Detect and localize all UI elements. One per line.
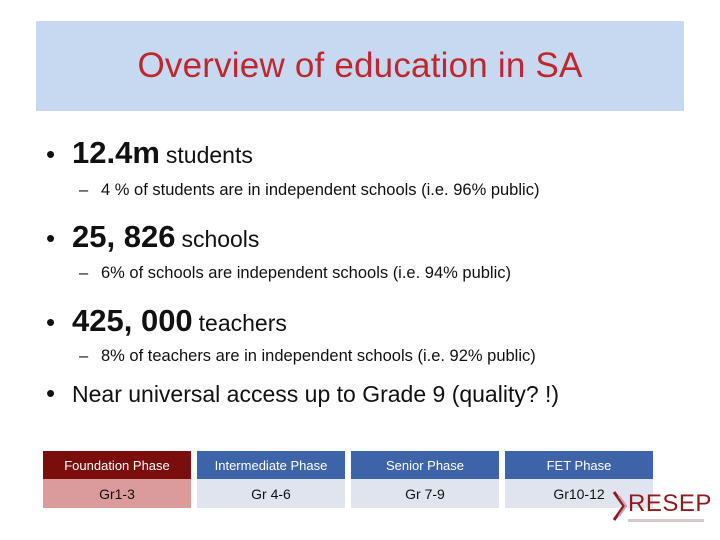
grade-cell-senior: Gr 7-9	[351, 479, 499, 508]
title-banner	[36, 21, 684, 111]
bullet-highlight: 425, 000	[72, 303, 193, 338]
bullet-teachers	[46, 303, 287, 339]
sub-bullet-students	[79, 181, 539, 200]
bullet-dot: •	[46, 139, 56, 169]
logo-underline	[628, 519, 704, 522]
bullet-text: schools	[181, 226, 260, 252]
sub-bullet-text: 4 % of students are in independent schools (i.e. 96% public)	[101, 181, 540, 199]
phase-header-row	[43, 451, 653, 479]
bullet-schools	[46, 219, 259, 255]
sub-bullet-teachers	[79, 347, 536, 366]
bullet-text: teachers	[198, 310, 287, 336]
bullet-highlight: 12.4m	[72, 135, 160, 170]
sub-bullet-text: 8% of teachers are in independent schools (i.e. 92% public)	[101, 347, 536, 365]
grade-cell-intermediate: Gr 4-6	[197, 479, 345, 508]
phase-table	[43, 451, 653, 508]
sub-bullet-text: 6% of schools are independent schools (i.e. 94% public)	[101, 264, 511, 282]
bullet-highlight: 25, 826	[72, 219, 176, 254]
slide-title: Overview of education in SA	[137, 46, 583, 85]
bullet-dot: •	[46, 307, 56, 337]
phase-grade-row	[43, 479, 653, 508]
bullet-dot: •	[46, 378, 56, 408]
sub-bullet-dash: –	[79, 347, 89, 365]
sub-bullet-dash: –	[79, 181, 89, 199]
bullet-text: students	[165, 142, 253, 168]
bullet-dot: •	[46, 223, 56, 253]
phase-header-intermediate: Intermediate Phase	[197, 451, 345, 479]
phase-header-fet: FET Phase	[505, 451, 653, 479]
sub-bullet-dash: –	[79, 264, 89, 282]
logo-text: RESEP	[628, 490, 712, 517]
bullet-text: Near universal access up to Grade 9 (quality? !)	[72, 381, 560, 407]
sub-bullet-schools	[79, 264, 511, 283]
phase-header-foundation: Foundation Phase	[43, 451, 191, 479]
resep-logo	[612, 486, 712, 526]
bullet-students	[46, 135, 253, 171]
phase-header-senior: Senior Phase	[351, 451, 499, 479]
bullet-access	[46, 378, 559, 409]
grade-cell-foundation: Gr1-3	[43, 479, 191, 508]
grade-cell-fet: Gr10-12	[505, 479, 653, 508]
